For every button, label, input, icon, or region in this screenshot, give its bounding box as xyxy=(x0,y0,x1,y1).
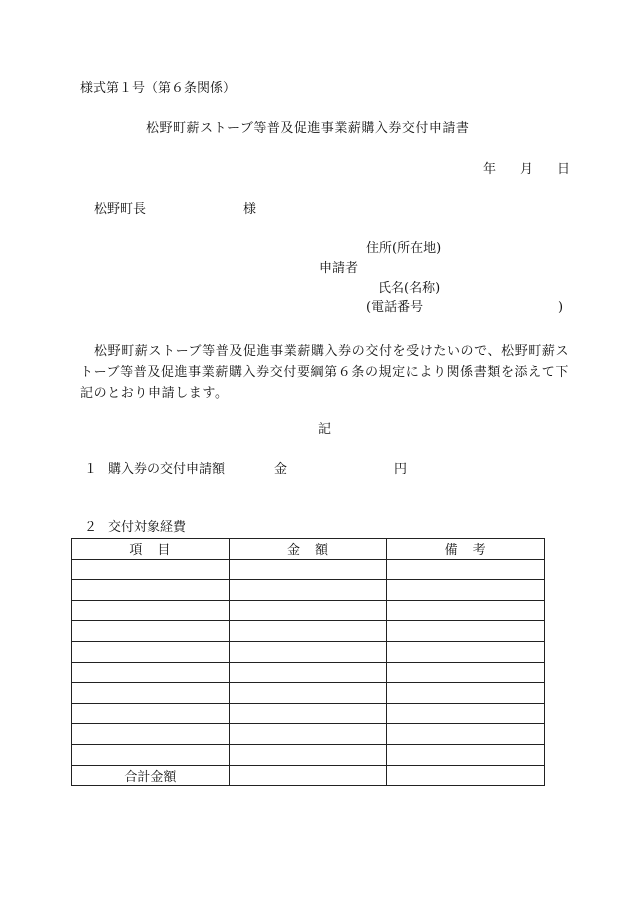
table-cell-item[interactable] xyxy=(72,559,230,580)
application-statement: 松野町薪ストーブ等普及促進事業薪購入券の交付を受けたいので、松野町薪ストーブ等普及促進事業薪購入券交付要綱第６条の規定により関係書類を添えて下記のとおり申請します。 xyxy=(80,344,570,401)
date-year: 年 xyxy=(483,162,497,177)
table-cell-item[interactable] xyxy=(72,683,230,704)
table-cell-remarks[interactable] xyxy=(387,621,545,642)
table-header-item: 項 目 xyxy=(72,539,230,560)
table-row xyxy=(72,744,545,765)
table-row xyxy=(72,580,545,601)
item2-number: ２ xyxy=(84,520,98,535)
table-cell-item[interactable] xyxy=(72,703,230,724)
table-row xyxy=(72,641,545,662)
table-body xyxy=(72,559,545,786)
table-cell-remarks[interactable] xyxy=(387,641,545,662)
table-cell-remarks[interactable] xyxy=(387,744,545,765)
table-row xyxy=(72,703,545,724)
item1-label: 購入券の交付申請額 xyxy=(108,462,226,477)
table-cell-remarks[interactable] xyxy=(387,559,545,580)
table-cell-item[interactable] xyxy=(72,580,230,601)
table-cell-amount[interactable] xyxy=(229,662,387,683)
date-day: 日 xyxy=(557,162,571,177)
table-total-amount[interactable] xyxy=(229,765,387,786)
table-row xyxy=(72,662,545,683)
item1-unit: 円 xyxy=(394,462,408,477)
table-row xyxy=(72,724,545,745)
table-row xyxy=(72,621,545,642)
form-number: 様式第１号（第６条関係） xyxy=(80,81,237,96)
table-cell-amount[interactable] xyxy=(229,703,387,724)
addressee-name: 松野町長 xyxy=(94,202,147,217)
table-row xyxy=(72,683,545,704)
applicant-label: 申請者 xyxy=(319,261,359,276)
table-cell-item[interactable] xyxy=(72,724,230,745)
table-header-remarks: 備 考 xyxy=(387,539,545,560)
table-cell-amount[interactable] xyxy=(229,724,387,745)
table-total-remarks[interactable] xyxy=(387,765,545,786)
table-cell-item[interactable] xyxy=(72,744,230,765)
table-total-row xyxy=(72,765,545,786)
table-cell-amount[interactable] xyxy=(229,559,387,580)
table-cell-item[interactable] xyxy=(72,641,230,662)
table-cell-item[interactable] xyxy=(72,621,230,642)
applicant-name-label: 氏名(名称) xyxy=(378,281,441,296)
table-cell-item[interactable] xyxy=(72,600,230,621)
table-cell-amount[interactable] xyxy=(229,621,387,642)
applicant-phone-close: ) xyxy=(558,300,564,315)
table-cell-remarks[interactable] xyxy=(387,580,545,601)
table-cell-amount[interactable] xyxy=(229,744,387,765)
addressee-suffix: 様 xyxy=(243,202,257,217)
table-row xyxy=(72,600,545,621)
table-cell-remarks[interactable] xyxy=(387,703,545,724)
table-cell-amount[interactable] xyxy=(229,641,387,662)
item1-number: １ xyxy=(84,462,98,477)
table-cell-remarks[interactable] xyxy=(387,683,545,704)
table-cell-amount[interactable] xyxy=(229,580,387,601)
table-header-amount: 金 額 xyxy=(229,539,387,560)
table-cell-remarks[interactable] xyxy=(387,600,545,621)
expense-table xyxy=(71,538,545,786)
table-header-row xyxy=(72,539,545,560)
applicant-phone-label: (電話番号 xyxy=(366,300,424,315)
applicant-address-label: 住所(所在地) xyxy=(366,241,442,256)
table-cell-amount[interactable] xyxy=(229,600,387,621)
item2-label: 交付対象経費 xyxy=(108,520,187,535)
item1-prefix: 金 xyxy=(274,462,288,477)
ki-heading: 記 xyxy=(318,422,332,437)
table-row xyxy=(72,559,545,580)
table-total-label: 合計金額 xyxy=(72,765,230,786)
table-cell-remarks[interactable] xyxy=(387,724,545,745)
table-cell-item[interactable] xyxy=(72,662,230,683)
document-title: 松野町薪ストーブ等普及促進事業薪購入券交付申請書 xyxy=(146,121,470,136)
date-month: 月 xyxy=(520,162,534,177)
table-cell-remarks[interactable] xyxy=(387,662,545,683)
table-cell-amount[interactable] xyxy=(229,683,387,704)
